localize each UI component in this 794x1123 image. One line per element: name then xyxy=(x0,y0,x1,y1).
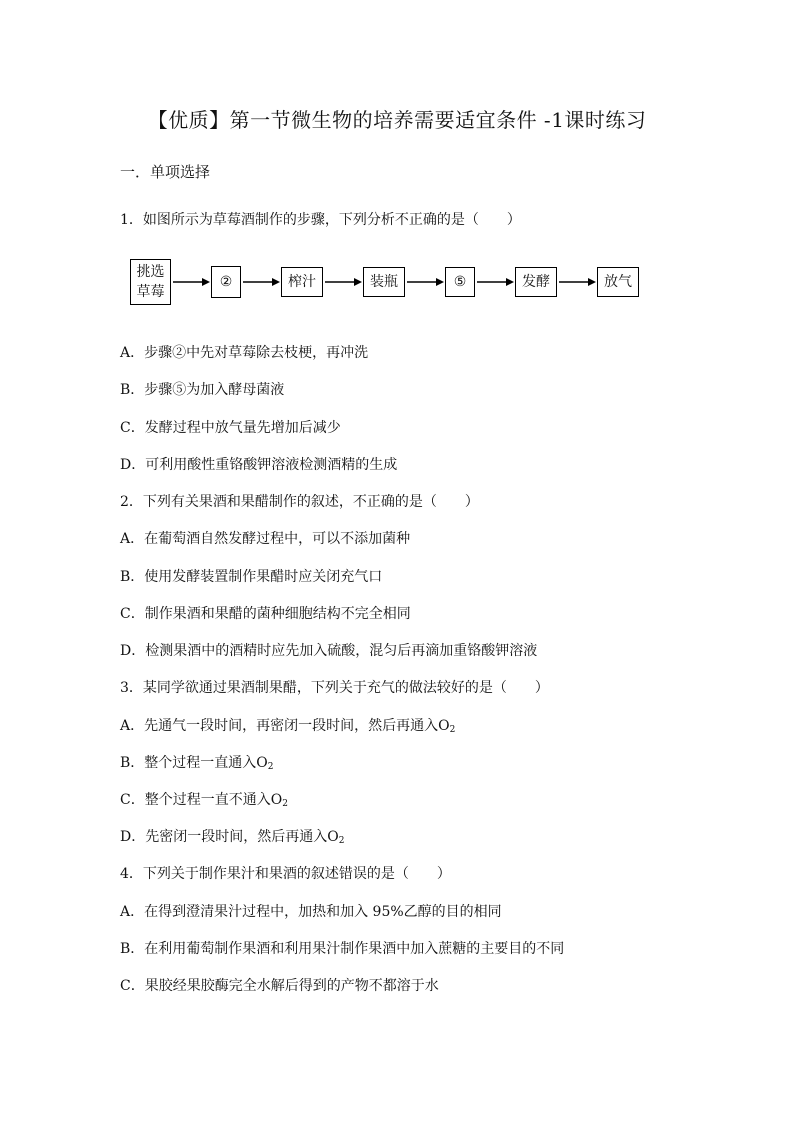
flow-arrow-icon xyxy=(405,276,445,288)
flow-arrow-icon xyxy=(241,276,281,288)
question-3-option-a xyxy=(120,715,455,735)
section-heading: 一．单项选择 xyxy=(120,163,211,181)
page-title: 【优质】第一节微生物的培养需要适宜条件 -1课时练习 xyxy=(147,108,647,132)
flow-box-fermentation: 发酵 xyxy=(515,267,557,297)
question-4-stem: 4．下列关于制作果汁和果酒的叙述错误的是（ ） xyxy=(120,866,451,882)
flow-box-select-strawberry xyxy=(130,259,171,305)
question-2-option-a: A．在葡萄酒自然发酵过程中，可以不添加菌种 xyxy=(120,531,411,547)
flow-arrow-icon xyxy=(475,276,515,288)
subscript: 2 xyxy=(338,836,345,846)
question-3-option-d xyxy=(120,826,344,846)
question-1-option-b: B．步骤⑤为加入酵母菌液 xyxy=(120,382,285,398)
flow-arrow-icon xyxy=(323,276,363,288)
question-2-option-d: D．检测果酒中的酒精时应先加入硫酸，混匀后再滴加重铬酸钾溶液 xyxy=(120,643,538,659)
option-text: B．整个过程一直通入O xyxy=(120,755,268,771)
flow-box-label: 草莓 xyxy=(136,284,165,300)
flow-box-label: 挑选 xyxy=(136,264,165,280)
flow-arrow-icon xyxy=(171,276,211,288)
option-text: D．先密闭一段时间，然后再通入O xyxy=(120,829,339,845)
question-1-option-a: A．步骤②中先对草莓除去枝梗，再冲洗 xyxy=(120,345,369,361)
flow-box-juicing: 榨汁 xyxy=(281,267,323,297)
flow-box-bottling: 装瓶 xyxy=(363,267,405,297)
question-3-option-b xyxy=(120,752,274,772)
subscript: 2 xyxy=(267,762,274,772)
question-4-option-b: B．在利用葡萄制作果酒和利用果汁制作果酒中加入蔗糖的主要目的不同 xyxy=(120,941,565,957)
option-text: A．先通气一段时间，再密闭一段时间，然后再通入O xyxy=(120,718,450,734)
question-3-option-c xyxy=(120,789,288,809)
question-3-stem: 3．某同学欲通过果酒制果醋，下列关于充气的做法较好的是（ ） xyxy=(120,680,549,696)
flow-box-step-2: ② xyxy=(211,266,241,298)
flow-box-step-5: ⑤ xyxy=(445,267,475,297)
question-1-option-c: C．发酵过程中放气量先增加后减少 xyxy=(120,420,341,436)
question-4-option-a: A．在得到澄清果汁过程中，加热和加入 95%乙醇的目的相同 xyxy=(120,904,502,920)
question-4-option-c: C．果胶经果胶酶完全水解后得到的产物不都溶于水 xyxy=(120,978,439,994)
subscript: 2 xyxy=(449,725,456,735)
flow-box-venting: 放气 xyxy=(597,267,639,297)
subscript: 2 xyxy=(282,799,288,809)
flow-diagram xyxy=(130,258,630,306)
question-1-option-d: D．可利用酸性重铬酸钾溶液检测酒精的生成 xyxy=(120,457,398,473)
question-2-option-c: C．制作果酒和果醋的菌种细胞结构不完全相同 xyxy=(120,606,411,622)
question-2-stem: 2．下列有关果酒和果醋制作的叙述，不正确的是（ ） xyxy=(120,494,479,510)
question-2-option-b: B．使用发酵装置制作果醋时应关闭充气口 xyxy=(120,569,383,585)
option-text: C．整个过程一直不通入O xyxy=(120,792,283,808)
flow-arrow-icon xyxy=(557,276,597,288)
question-1-stem: 1．如图所示为草莓酒制作的步骤，下列分析不正确的是（ ） xyxy=(120,212,521,228)
